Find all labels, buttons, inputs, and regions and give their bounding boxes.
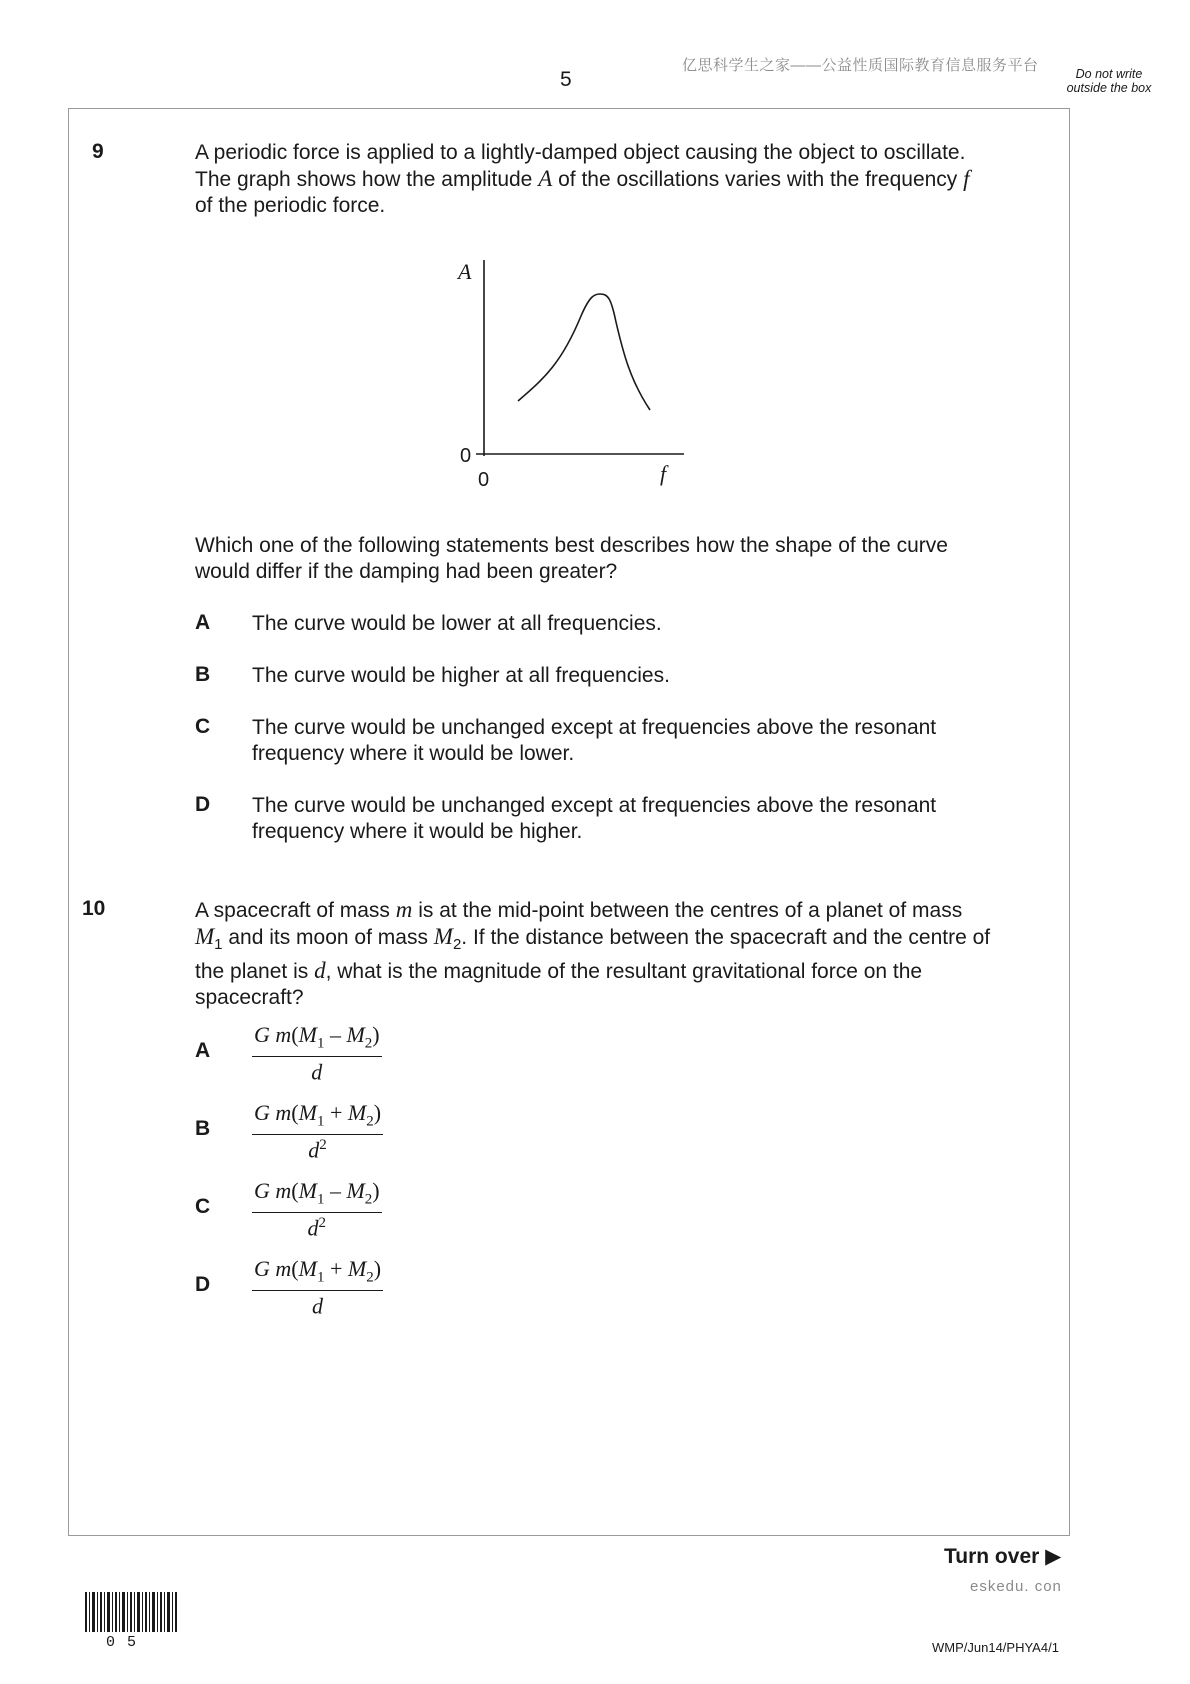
q9-prompt-line-1: Which one of the following statements best describes how the shape of the curve xyxy=(195,534,948,557)
paper-code: WMP/Jun14/PHYA4/1 xyxy=(932,1640,1059,1655)
sym-close: ) xyxy=(373,1100,382,1125)
sym-power: 2 xyxy=(319,1137,327,1154)
question-10-stem xyxy=(195,897,1065,1011)
sym-G: G xyxy=(254,1022,270,1047)
resonance-graph xyxy=(440,250,700,495)
sym-power: 2 xyxy=(318,1215,327,1232)
margin-note: Do not write outside the box xyxy=(1066,67,1152,95)
q9-option-a-letter[interactable]: A xyxy=(195,611,211,634)
q9-option-d-line-2: frequency where it would be higher. xyxy=(252,820,583,843)
sym-m: m xyxy=(275,1256,292,1281)
sym-open: ( xyxy=(291,1256,299,1281)
sym-M: M xyxy=(298,1022,317,1047)
page-number: 5 xyxy=(560,68,572,91)
q10-option-b-letter[interactable]: B xyxy=(195,1117,211,1140)
sym-M: M xyxy=(347,1100,367,1125)
sym-sub2: 2 xyxy=(364,1035,373,1052)
sym-M: M xyxy=(298,1178,317,1203)
sym-close: ) xyxy=(372,1178,380,1203)
q10-option-c-formula[interactable] xyxy=(252,1178,382,1242)
question-9-stem xyxy=(195,140,1055,219)
sym-open: ( xyxy=(291,1022,299,1047)
question-9-prompt xyxy=(195,533,1055,585)
subscript-2: 2 xyxy=(452,936,462,954)
q9-option-c-letter[interactable]: C xyxy=(195,715,211,738)
q9-stem-line-1: A periodic force is applied to a lightly-damped object causing the object to oscillate. xyxy=(195,141,966,164)
sym-M: M xyxy=(346,1022,365,1047)
q9-option-d-text[interactable] xyxy=(252,793,1052,845)
question-9-number: 9 xyxy=(92,140,104,163)
sym-open: ( xyxy=(291,1100,299,1125)
question-10-number: 10 xyxy=(82,897,106,920)
site-header-text: 亿思科学生之家——公益性质国际教育信息服务平台 xyxy=(682,57,1039,74)
sym-m: m xyxy=(275,1178,292,1203)
q10-option-a-formula[interactable] xyxy=(252,1022,382,1086)
sym-d: d xyxy=(311,1059,323,1085)
q10-stem-line-4: spacecraft? xyxy=(195,986,304,1010)
sym-d: d xyxy=(312,1293,323,1319)
q10-text: the planet is xyxy=(195,960,315,984)
q9-stem-text: The graph shows how the amplitude xyxy=(195,168,539,191)
q10-option-c-letter[interactable]: C xyxy=(195,1195,211,1218)
sym-G: G xyxy=(254,1178,270,1203)
var-M1: M xyxy=(195,924,215,949)
q10-text: and its moon of mass xyxy=(222,926,434,949)
q10-stem-line-1 xyxy=(195,897,1065,924)
sym-open: ( xyxy=(291,1178,299,1203)
sym-sub1: 1 xyxy=(316,1191,325,1208)
sym-m: m xyxy=(275,1100,292,1125)
var-f: f xyxy=(963,166,970,191)
sym-sub1: 1 xyxy=(316,1113,325,1130)
sym-sign: + xyxy=(329,1256,343,1281)
sym-m: m xyxy=(275,1022,292,1047)
y-origin-label: 0 xyxy=(460,445,472,467)
q10-text: . If the distance between the spacecraft and the centre of xyxy=(461,926,991,949)
q9-option-b-text[interactable] xyxy=(252,663,1052,689)
q9-option-a-text[interactable] xyxy=(252,611,1052,637)
sym-sign: + xyxy=(329,1100,343,1125)
sym-close: ) xyxy=(373,1256,382,1281)
q9-stem-line-2 xyxy=(195,166,1055,193)
barcode xyxy=(85,1592,180,1632)
y-axis-label: A xyxy=(458,259,472,284)
sym-sub2: 2 xyxy=(366,1113,374,1130)
var-d: d xyxy=(314,958,326,984)
q9-option-c-text[interactable] xyxy=(252,715,1052,767)
sym-M: M xyxy=(346,1178,365,1203)
sym-sub1: 1 xyxy=(316,1035,325,1052)
q10-option-b-formula[interactable] xyxy=(252,1100,383,1164)
q9-prompt-line-2: would differ if the damping had been greater? xyxy=(195,560,618,583)
sym-d: d xyxy=(308,1137,320,1163)
q9-stem-text: of the oscillations varies with the frequency xyxy=(552,168,964,191)
q9-option-c-line-1: The curve would be unchanged except at frequencies above the resonant xyxy=(252,716,937,739)
sym-G: G xyxy=(254,1100,270,1125)
sym-sign: – xyxy=(329,1178,341,1203)
q9-option-d-line-1: The curve would be unchanged except at frequencies above the resonant xyxy=(252,794,937,817)
sym-M: M xyxy=(298,1100,317,1125)
q10-stem-line-2 xyxy=(195,924,1065,958)
sym-sign: – xyxy=(329,1022,341,1047)
q10-text: A spacecraft of mass xyxy=(195,899,396,922)
sym-M: M xyxy=(347,1256,367,1281)
q10-text: , what is the magnitude of the resultant gravitational force on the xyxy=(325,960,923,984)
amplitude-curve xyxy=(518,294,650,410)
q9-stem-line-3: of the periodic force. xyxy=(195,194,386,217)
q10-option-d-formula[interactable] xyxy=(252,1256,383,1320)
sym-G: G xyxy=(254,1256,270,1281)
sym-close: ) xyxy=(372,1022,380,1047)
q9-option-b-letter[interactable]: B xyxy=(195,663,211,686)
sym-sub2: 2 xyxy=(366,1269,374,1286)
sym-d: d xyxy=(307,1215,319,1241)
x-axis-label: f xyxy=(660,461,667,486)
sym-M: M xyxy=(298,1256,317,1281)
q9-option-b-line-1: The curve would be higher at all frequencies. xyxy=(252,664,670,687)
x-origin-label: 0 xyxy=(478,469,490,491)
var-m: m xyxy=(395,897,413,922)
var-M2: M xyxy=(433,924,453,949)
q10-stem-line-3 xyxy=(195,958,1065,985)
barcode-number: 05 xyxy=(106,1634,149,1651)
q10-option-a-letter[interactable]: A xyxy=(195,1039,211,1062)
q10-option-d-letter[interactable]: D xyxy=(195,1273,211,1296)
site-footer-text: eskedu. con xyxy=(970,1578,1062,1595)
q10-text: is at the mid-point between the centres of a planet of mass xyxy=(412,899,963,922)
turn-over-label: Turn over ▶ xyxy=(944,1545,1062,1568)
subscript-1: 1 xyxy=(214,936,223,954)
sym-sub2: 2 xyxy=(364,1191,373,1208)
q9-option-a-line-1: The curve would be lower at all frequencies. xyxy=(252,612,662,635)
q9-option-c-line-2: frequency where it would be lower. xyxy=(252,742,575,765)
q9-option-d-letter[interactable]: D xyxy=(195,793,211,816)
var-A: A xyxy=(538,166,553,191)
sym-sub1: 1 xyxy=(316,1269,325,1286)
